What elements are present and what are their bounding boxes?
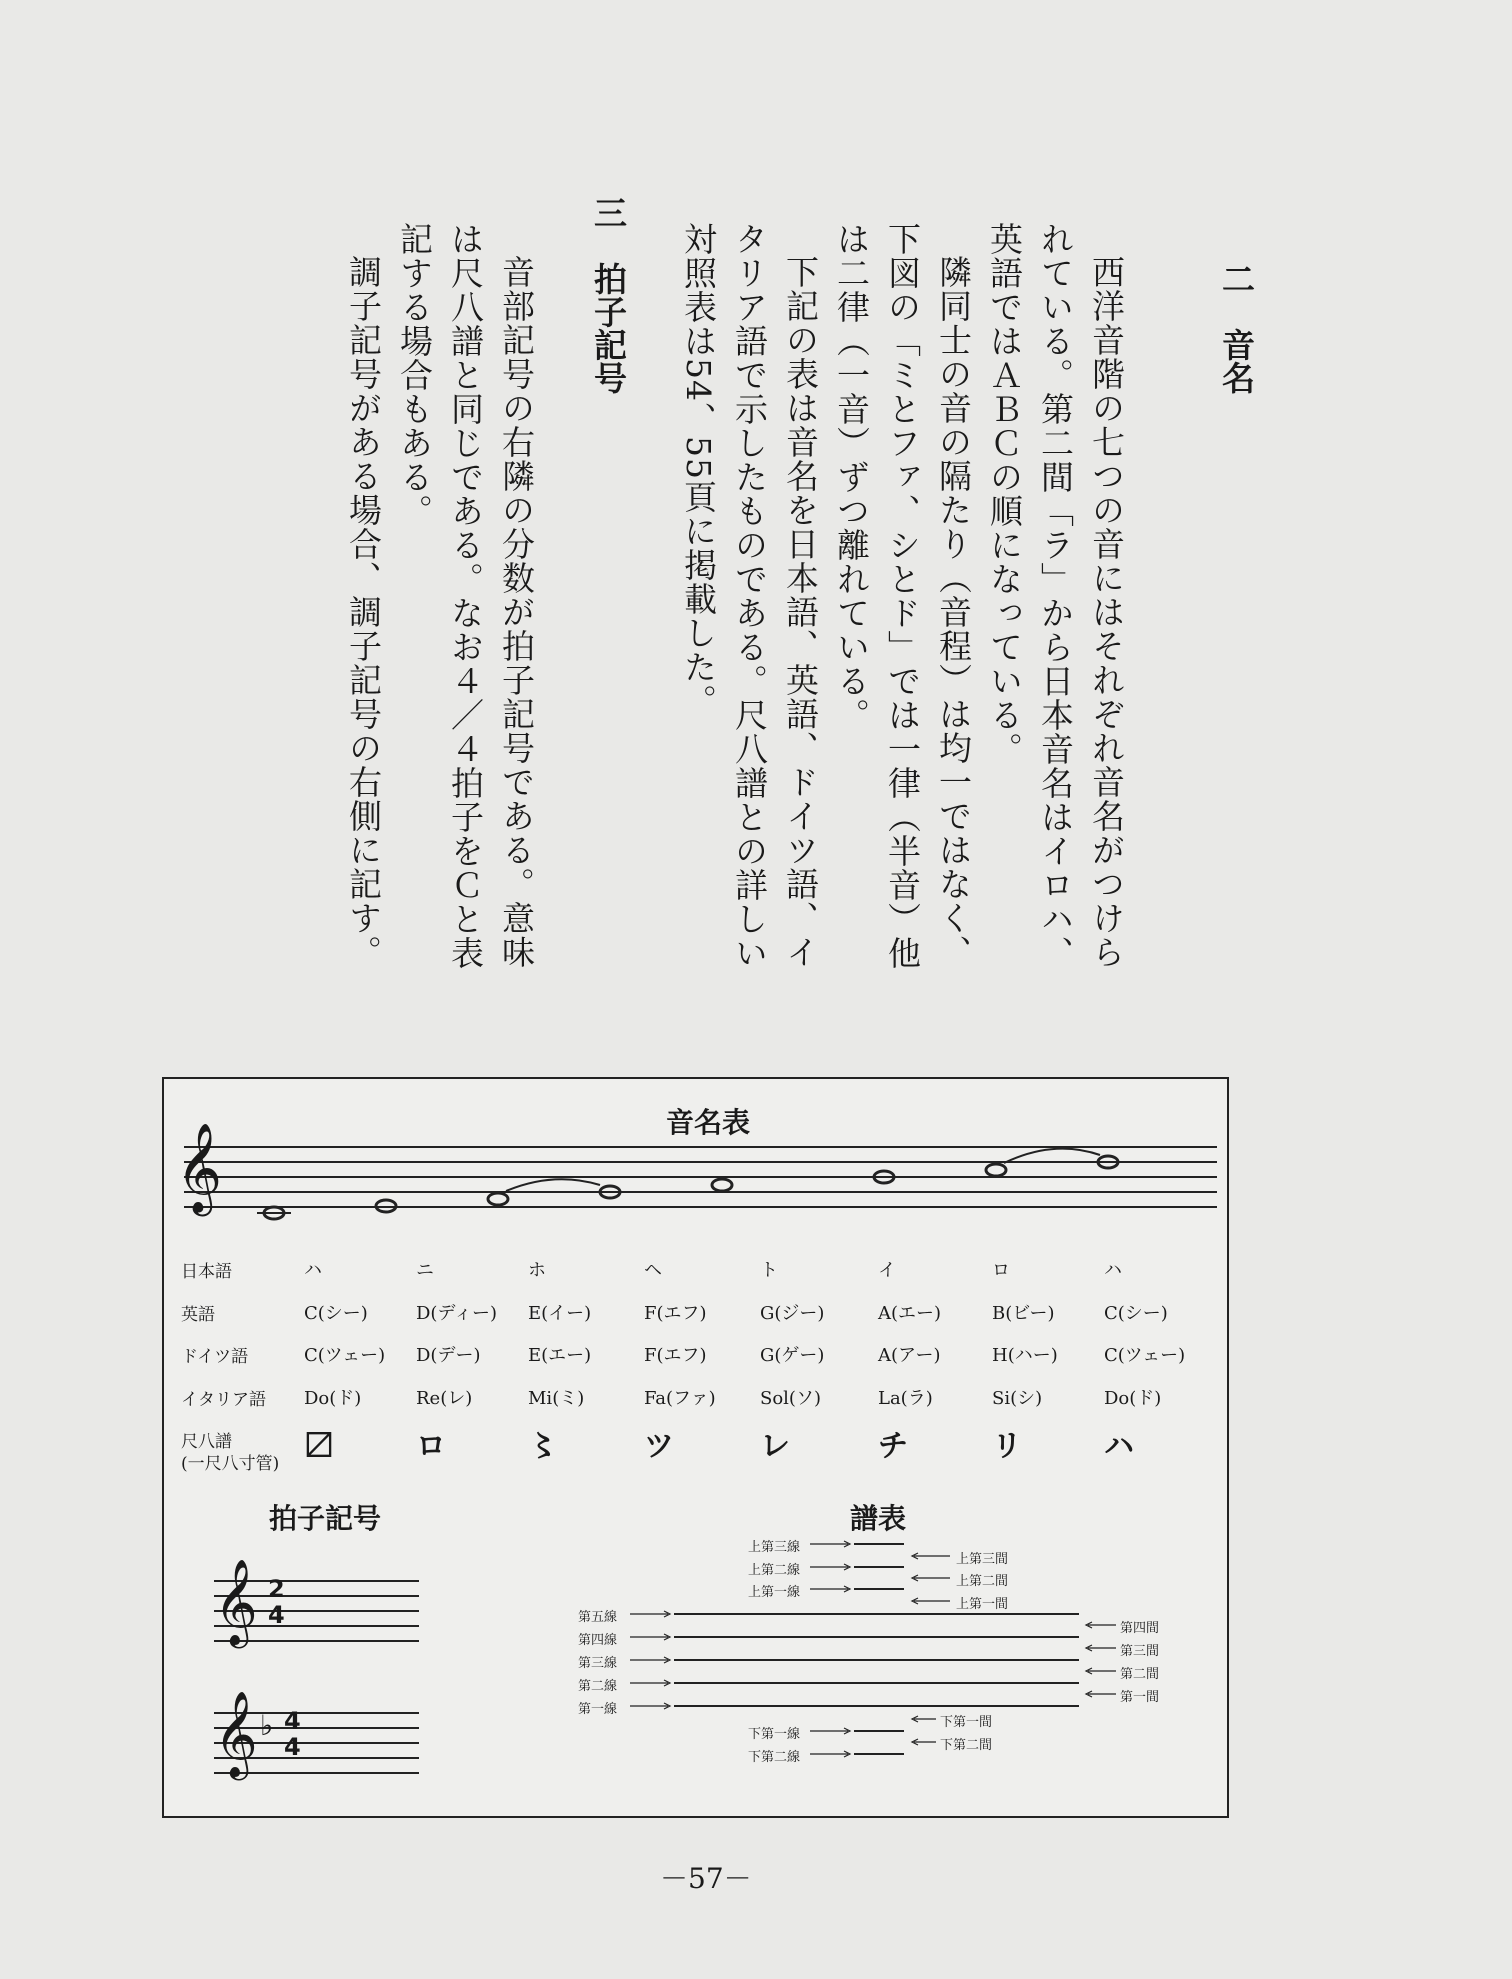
cell: A(エー) bbox=[878, 1303, 942, 1324]
staff-label: 下第二線 bbox=[748, 1750, 801, 1765]
row-label-shakuhachi: 尺八譜 bbox=[181, 1432, 232, 1452]
note-name-table-title: 音名表 bbox=[666, 1106, 751, 1139]
cell: F(エフ) bbox=[644, 1345, 707, 1366]
staff-label: 第一間 bbox=[1120, 1690, 1160, 1705]
staff-label: 上第二線 bbox=[748, 1563, 801, 1578]
staff-label: 第二線 bbox=[578, 1679, 618, 1694]
cell: D(ディー) bbox=[416, 1303, 498, 1324]
cell: C(ツェー) bbox=[1104, 1345, 1186, 1366]
cell: Mi(ミ) bbox=[528, 1388, 585, 1409]
staff-label: 第三間 bbox=[1120, 1644, 1160, 1659]
staff-label: 第四線 bbox=[578, 1633, 618, 1648]
cell: Do(ド) bbox=[304, 1388, 362, 1409]
section3-paragraph: 調子記号がある場合、調子記号の右側に記す。 bbox=[344, 255, 383, 969]
section2-paragraph: 隣同士の音の隔たり（音程）は均一ではなく、下図の「ミとファ、シとド」では一律（半音）他は二律（一音）ずつ離れている。 bbox=[832, 222, 973, 970]
shakuhachi-symbol: ハ bbox=[1104, 1429, 1134, 1464]
cell: G(ゲー) bbox=[760, 1345, 825, 1366]
section3-body bbox=[338, 222, 542, 982]
cell: Si(シ) bbox=[992, 1388, 1043, 1409]
cell: ロ bbox=[992, 1260, 1010, 1281]
treble-clef-icon: 𝄞 bbox=[176, 1123, 223, 1213]
time-signature-title: 拍子記号 bbox=[269, 1502, 382, 1535]
cell: D(デー) bbox=[416, 1345, 481, 1366]
staff-label: 第二間 bbox=[1120, 1667, 1160, 1682]
time-signature-denominator: 4 bbox=[268, 1601, 285, 1629]
cell: E(エー) bbox=[528, 1345, 592, 1366]
cell: G(ジー) bbox=[760, 1303, 825, 1324]
cell: ハ bbox=[304, 1260, 322, 1281]
staff-label: 下第二間 bbox=[940, 1738, 993, 1753]
shakuhachi-symbol: チ bbox=[878, 1429, 908, 1464]
staff-label: 下第一間 bbox=[940, 1715, 993, 1730]
cell: ト bbox=[760, 1260, 778, 1281]
shakuhachi-symbol: ツ bbox=[644, 1429, 674, 1464]
page-number: －57－ bbox=[660, 1862, 752, 1895]
treble-clef-icon: 𝄞 bbox=[214, 1691, 258, 1777]
section3-heading: 三 拍子記号 bbox=[589, 196, 628, 394]
cell: F(エフ) bbox=[644, 1303, 707, 1324]
cell: C(シー) bbox=[304, 1303, 368, 1324]
cell: C(シー) bbox=[1104, 1303, 1168, 1324]
time-signature-numerator: 4 bbox=[284, 1707, 301, 1735]
cell: ニ bbox=[416, 1260, 434, 1281]
staff-diagram-title: 譜表 bbox=[850, 1502, 907, 1535]
staff-label: 第一線 bbox=[578, 1702, 618, 1717]
cell: C(ツェー) bbox=[304, 1345, 386, 1366]
section2-paragraph: 西洋音階の七つの音にはそれぞれ音名がつけられている。第二間「ラ」から日本音名はイロハ、英語ではＡＢＣの順になっている。 bbox=[985, 222, 1126, 970]
cell: Do(ド) bbox=[1104, 1388, 1162, 1409]
row-label-japanese: 日本語 bbox=[181, 1262, 232, 1282]
shakuhachi-symbol: リ bbox=[992, 1429, 1022, 1464]
shakuhachi-symbol: 〻 bbox=[528, 1429, 558, 1464]
staff-label: 上第二間 bbox=[956, 1574, 1009, 1589]
staff-label: 第五線 bbox=[578, 1610, 618, 1625]
note-name-figure bbox=[162, 1077, 1229, 1818]
section2-paragraph: 下記の表は音名を日本語、英語、ドイツ語、イタリア語で示したものである。尺八譜との詳しい対照表は54、55頁に掲載した。 bbox=[679, 222, 820, 970]
treble-clef-icon: 𝄞 bbox=[214, 1559, 258, 1645]
staff-label: 上第一間 bbox=[956, 1597, 1009, 1612]
row-label-italian: イタリア語 bbox=[181, 1390, 266, 1410]
row-label-german: ドイツ語 bbox=[181, 1347, 249, 1367]
shakuhachi-symbol: レ bbox=[760, 1429, 790, 1464]
cell: B(ビー) bbox=[992, 1303, 1055, 1324]
cell: ヘ bbox=[644, 1260, 662, 1281]
shakuhachi-symbol: ロ bbox=[416, 1429, 446, 1464]
cell: A(アー) bbox=[878, 1345, 941, 1366]
shakuhachi-symbol: 〼 bbox=[304, 1429, 334, 1464]
cell: イ bbox=[878, 1260, 896, 1281]
row-sublabel-shakuhachi: (一尺八寸管) bbox=[181, 1454, 280, 1474]
cell: Fa(ファ) bbox=[644, 1388, 716, 1409]
cell: ホ bbox=[528, 1260, 546, 1281]
time-signature-denominator: 4 bbox=[284, 1733, 301, 1761]
cell: ハ bbox=[1104, 1260, 1122, 1281]
staff-label: 第三線 bbox=[578, 1656, 618, 1671]
staff-label: 上第三線 bbox=[748, 1540, 801, 1555]
row-label-english: 英語 bbox=[181, 1305, 215, 1325]
staff-label: 上第一線 bbox=[748, 1585, 801, 1600]
cell: Sol(ソ) bbox=[760, 1388, 821, 1409]
flat-icon: ♭ bbox=[260, 1709, 274, 1742]
time-signature-numerator: 2 bbox=[268, 1575, 285, 1603]
staff-diagram bbox=[164, 1079, 1227, 1816]
cell: H(ハー) bbox=[992, 1345, 1058, 1366]
section2-body bbox=[673, 222, 1132, 982]
section2-heading: 二 音名 bbox=[1217, 262, 1256, 394]
staff-label: 第四間 bbox=[1120, 1621, 1160, 1636]
staff-label: 上第三間 bbox=[956, 1552, 1009, 1567]
cell: E(イー) bbox=[528, 1303, 592, 1324]
cell: La(ラ) bbox=[878, 1388, 933, 1409]
cell: Re(レ) bbox=[416, 1388, 473, 1409]
staff-label: 下第一線 bbox=[748, 1727, 801, 1742]
section3-paragraph: 音部記号の右隣の分数が拍子記号である。意味は尺八譜と同じである。なお４／４拍子をＣと表記する場合もある。 bbox=[395, 222, 536, 970]
